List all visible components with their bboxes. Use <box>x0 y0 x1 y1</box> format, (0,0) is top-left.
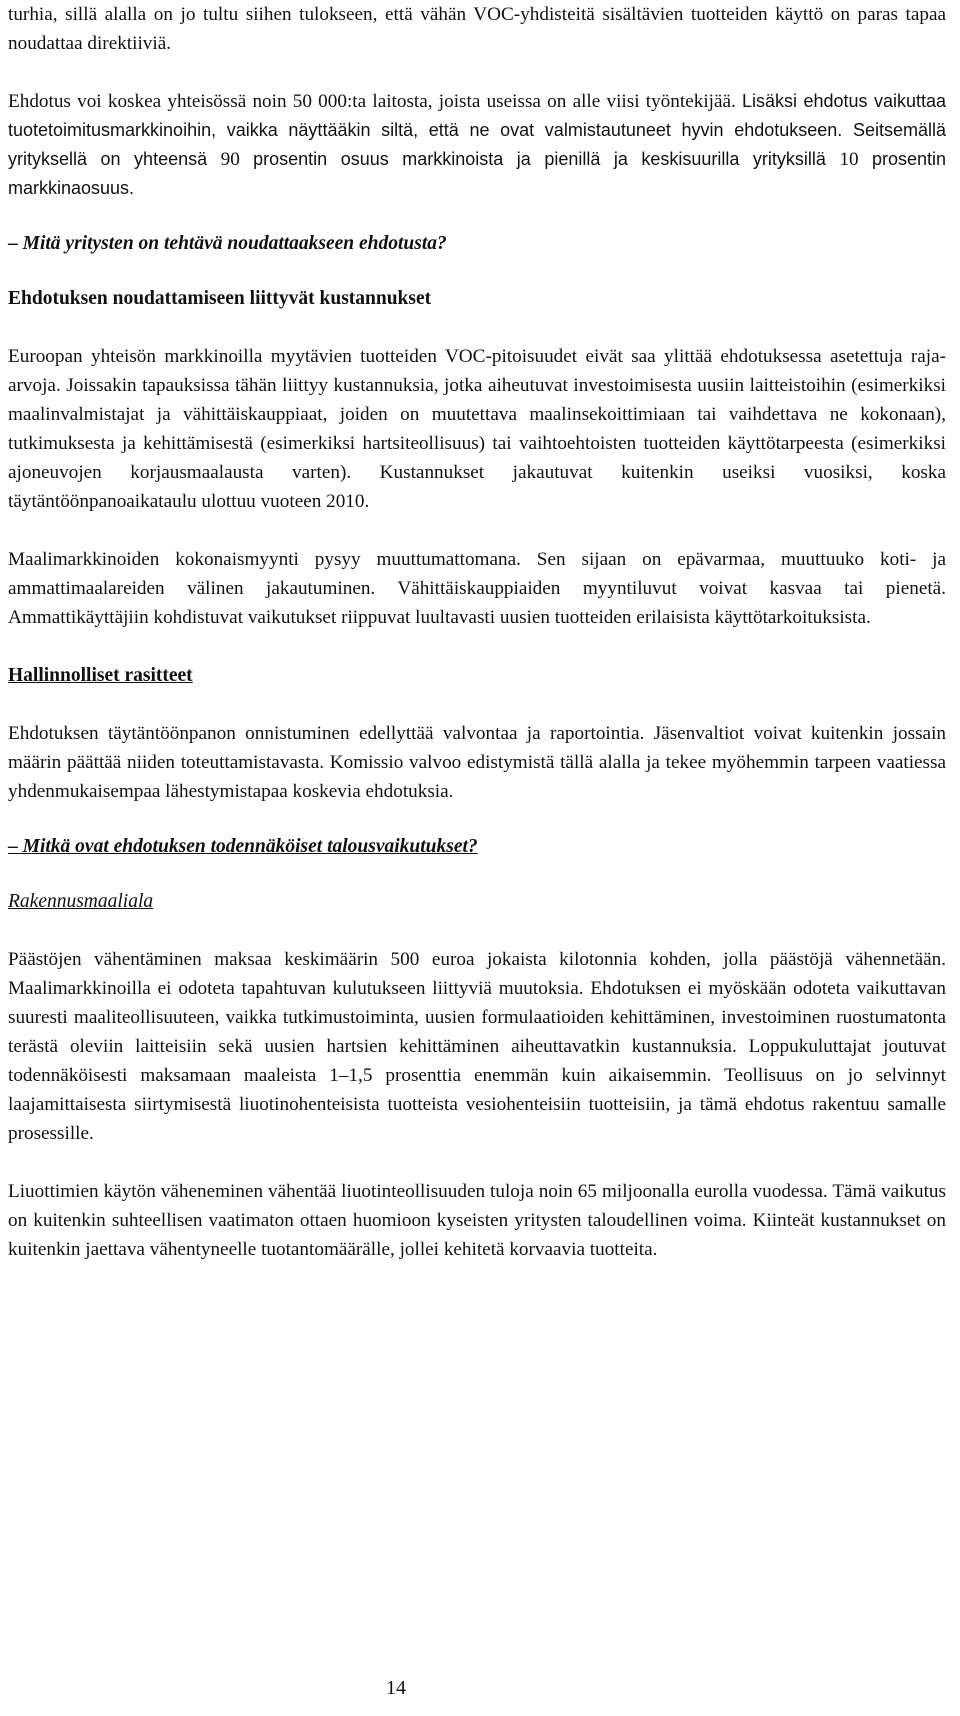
question-heading-economic-impacts <box>8 832 946 861</box>
paragraph-emission-costs: Päästöjen vähentäminen maksaa keskimäärin 500 euroa jokaista kilotonnia kohden, jolla päästöjä vähennetään. Maalimarkkinoilla ei odoteta tapahtuvan kulutukseen liittyviä muutoksia. Ehdotuksen ei myöskään odoteta vaikuttavan suuresti maaliteollisuuteen, vaikka tutkimustoiminta, uusien formulaatioiden kehittäminen, investoiminen ruostumatonta terästä oleviin laitteisiin sekä uusien hartsien kehittäminen aiheuttavatkin kustannuksia. Loppukuluttajat joutuvat todennäköisesti maksamaan maaleista 1–1,5 prosenttia enemmän kuin aikaisemmin. Teollisuus on jo selvinnyt laajamittaisesta siirtymisestä liuotinohenteisista tuotteista vesiohenteisiin tuotteisiin, ja tämä ehdotus rakentuu samalle prosessille. <box>8 949 946 1144</box>
text-segment: Ehdotus voi koskea yhteisössä noin 50 000:ta laitosta, joista useissa on alle viisi työntekijää. <box>8 91 743 112</box>
question-text: Mitä yritysten on tehtävä noudattaakseen ehdotusta? <box>22 233 447 254</box>
paragraph-costs: Euroopan yhteisön markkinoilla myytävien tuotteiden VOC-pitoisuudet eivät saa ylittää ehdotuksessa asetettuja raja-arvoja. Joissakin tapauksissa tähän liittyy kustannuksia, jotka aiheutuvat investoimisesta uusiin laitteistoihin (esimerkiksi maalinvalmistajat ja vähittäiskauppiaat, joiden on muutettava maalinsekoittimiaan tai vaihdettava ne kokonaan), tutkimuksesta ja kehittämisestä (esimerkiksi hartsiteollisuus) tai vaihtoehtoisten tuotteiden käyttötarpeesta (esimerkiksi ajoneuvojen korjausmaalausta varten). Kustannukset jakautuvat kuitenkin useiksi vuosiksi, koska täytäntöönpanoaikataulu ulottuu vuoteen 2010. <box>8 346 946 512</box>
text-segment-sans: prosentin markkinaosuus. <box>8 149 947 198</box>
document-page <box>8 0 946 1264</box>
paragraph-directive-compliance: turhia, sillä alalla on jo tultu siihen tulokseen, että vähän VOC-yhdisteitä sisältävien tuotteiden käyttö on paras tapaa noudattaa direktiiviä. <box>8 4 946 54</box>
paragraph-market-sales: Maalimarkkinoiden kokonaismyynti pysyy muuttumattomana. Sen sijaan on epävarmaa, muuttuuko koti- ja ammattimaalareiden välinen jakautuminen. Vähittäiskauppiaiden myyntiluvut voivat kasvaa tai pienetä. Ammattikäyttäjiin kohdistuvat vaikutukset riippuvat luultavasti uusien tuotteiden erilaisista käyttötarkoituksista. <box>8 549 946 628</box>
text-segment: 10 <box>839 149 872 170</box>
text-segment-sans: Lisäksi ehdotus vaikuttaa tuotetoimitusmarkkinoihin, vaikka näyttääkin siltä, että ne ovat valmistautuneet hyvin ehdotukseen. Seitsemällä yrityksellä on yhteensä <box>8 91 946 169</box>
dash-marker: – <box>8 836 18 857</box>
paragraph-solvent-industry: Liuottimien käytön väheneminen vähentää liuotinteollisuuden tuloja noin 65 miljoonalla eurolla vuodessa. Tämä vaikutus on kuitenkin suhteellisen vaatimaton ottaen huomioon kyseisten yritysten taloudellinen voima. Kiinteät kustannukset on kuitenkin jaettava vähentyneelle tuotantomäärälle, jollei kehitetä korvaavia tuotteita. <box>8 1181 946 1260</box>
text-segment-sans: prosentin osuus markkinoista ja pienillä ja keskisuurilla yrityksillä <box>253 149 840 169</box>
question-text: Mitkä ovat ehdotuksen todennäköiset talousvaikutukset? <box>22 836 478 857</box>
dash-marker: – <box>8 233 18 254</box>
text-segment: 90 <box>220 149 254 170</box>
section-heading-administrative-burden: Hallinnolliset rasitteet <box>8 665 193 686</box>
page-number: 14 <box>386 1677 406 1699</box>
subsection-heading-construction-paints: Rakennusmaaliala <box>8 891 154 912</box>
paragraph-market-scope <box>8 87 946 203</box>
section-heading-compliance-costs: Ehdotuksen noudattamiseen liittyvät kustannukset <box>8 288 432 309</box>
question-heading-company-obligations <box>8 229 946 258</box>
paragraph-monitoring: Ehdotuksen täytäntöönpanon onnistuminen edellyttää valvontaa ja raportointia. Jäsenvaltiot voivat kuitenkin jossain määrin päättää niiden toteuttamistavasta. Komissio valvoo edistymistä tällä alalla ja tekee myöhemmin tarpeen vaatiessa yhdenmukaisempaa lähestymistapaa koskevia ehdotuksia. <box>8 723 946 802</box>
